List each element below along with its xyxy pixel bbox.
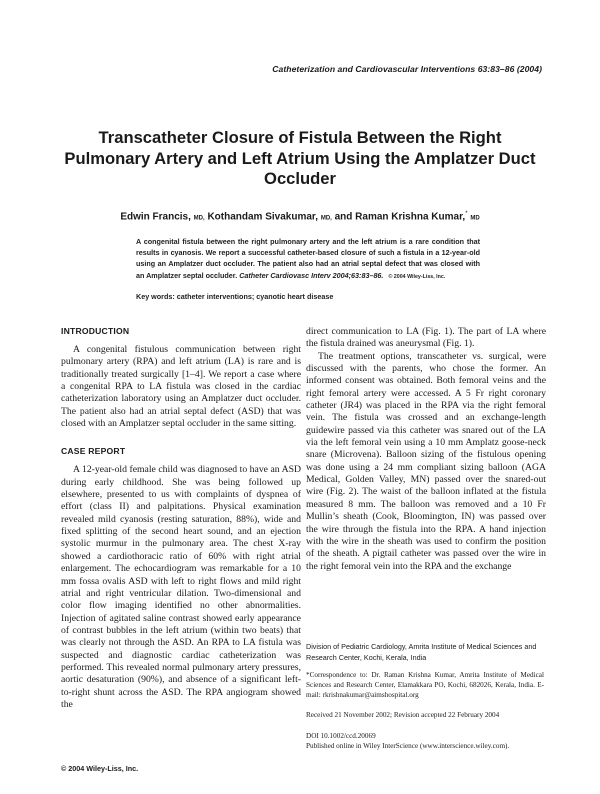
abstract-citation: Catheter Cardiovasc Interv 2004;63:83–86. [239,270,384,280]
abstract-text: A congenital fistula between the right pulmonary artery and the left atrium is a rare condition that results in cyanosis. We report a successful catheter-based closure of such a fistula in a 12-year-old using an Amplatzer duct occluder. The patient also had an atrial septal defect that was closed with an Amplatzer septal occluder. [136,237,480,280]
case-report-heading: CASE REPORT [61,446,126,457]
footer-copyright: © 2004 Wiley-Liss, Inc. [61,764,139,773]
keywords: Key words: catheter interventions; cyanotic heart disease [136,292,334,301]
introduction-paragraph: A congenital fistulous communication between right pulmonary artery (RPA) and left atrium (LA) is rare and is traditionally treated surgically [1–4]. We report a case where a congenital RPA to LA fistula was closed in the cardiac catheterization laboratory using an Amplatzer duct occluder. The patient also had an atrial septal defect (ASD) that was closed with an Amplatzer septal occluder in the same sitting. [61,344,301,430]
doi: DOI 10.1002/ccd.20069 [306,732,376,740]
correspondence-mark: * [465,211,468,217]
right-column [306,326,546,573]
author-name: Edwin Francis, [120,211,191,223]
author-connector: and [334,211,353,223]
affiliation-footnote: Division of Pediatric Cardiology, Amrita Institute of Medical Sciences and Research Center, Kochi, Kerala, India [306,642,537,662]
running-head: Catheterization and Cardiovascular Interventions 63:83–86 (2004) [272,64,542,74]
continuation-paragraph: direct communication to LA (Fig. 1). The part of LA where the fistula drained was aneurysmal (Fig. 1). [306,326,546,350]
case-report-paragraph: A 12-year-old female child was diagnosed to have an ASD during early childhood. She was being followed up elsewhere, presented to us with complaints of dyspnea of effort (class II) and palpitations. Physical examination revealed mild cyanosis (resting saturation, 88%), wide and fixed splitting of the second heart sound, and an ejection systolic murmur in the pulmonary area. The chest X-ray showed a cardiothoracic ratio of 60% with right atrial enlargement. The echocardiogram was remarkable for a 10 mm fossa ovalis ASD with left to right flows and mild right atrial and right ventricular dilation. Two-dimensional and color flow imaging identified no other abnormalities. Injection of agitated saline contrast showed early appearance of contrast bubbles in the left atrium (within two beats) that was clearly not through the ASD. An RPA to LA fistula was suspected and diagnostic cardiac catheterization was performed. This revealed normal pulmonary artery pressures, aortic desaturation (90%), and absence of a significant left-to-right shunt across the ASD. The RPA angiogram showed the [61,464,301,710]
author-name: Kothandam Sivakumar, [207,211,319,223]
left-column [61,326,301,711]
abstract [136,236,480,283]
doi-block [306,731,546,751]
abstract-copyright: © 2004 Wiley-Liss, Inc. [388,273,446,280]
received-dates: Received 21 November 2002; Revision accepted 22 February 2004 [306,711,500,719]
correspondence-footnote: *Correspondence to: Dr. Raman Krishna Kumar, Amrita Institute of Medical Sciences and Research Center, Elamakkara PO, Kochi, 682026, Kerala, India. E-mail: rkrishnakumar@aimshospital.org [306,671,544,699]
author-list [55,211,545,222]
procedure-paragraph: The treatment options, transcatheter vs. surgical, were discussed with the parents, who chose the former. An informed consent was obtained. Both femoral veins and the right femoral artery were accessed. A 5 Fr right coronary catheter (JR4) was placed in the RPA via the right femoral vein. The fistula was crossed and an exchange-length guidewire passed via this catheter was snared out of the LA via the left femoral vein using a 10 mm Amplatz goose-neck snare (Microvena). Balloon sizing of the fistulous opening was done using a 24 mm compliant sizing balloon (AGA Medical, Golden Valley, MN) passed over the snared-out wire (Fig. 2). The waist of the balloon inflated at the fistula measured 8 mm. The balloon was removed and a 10 Fr Mullin’s sheath (Cook, Bloomington, IN) was passed over the wire through the fistula into the RPA. A hand injection with the wire in the sheath was used to confirm the position of the sheath. A pigtail catheter was passed over the wire in the right femoral vein into the RPA and the exchange [306,350,546,572]
author-degree: MD, [193,215,205,222]
author-name: Raman Krishna Kumar, [355,211,466,223]
author-degree: MD, [320,215,332,222]
published-online: Published online in Wiley InterScience (www.interscience.wiley.com). [306,742,510,750]
author-degree: MD [470,215,480,222]
article-title: Transcatheter Closure of Fistula Between the Right Pulmonary Artery and Left Atrium Using the Amplatzer Duct Occluder [64,128,536,188]
introduction-heading: INTRODUCTION [61,326,130,336]
